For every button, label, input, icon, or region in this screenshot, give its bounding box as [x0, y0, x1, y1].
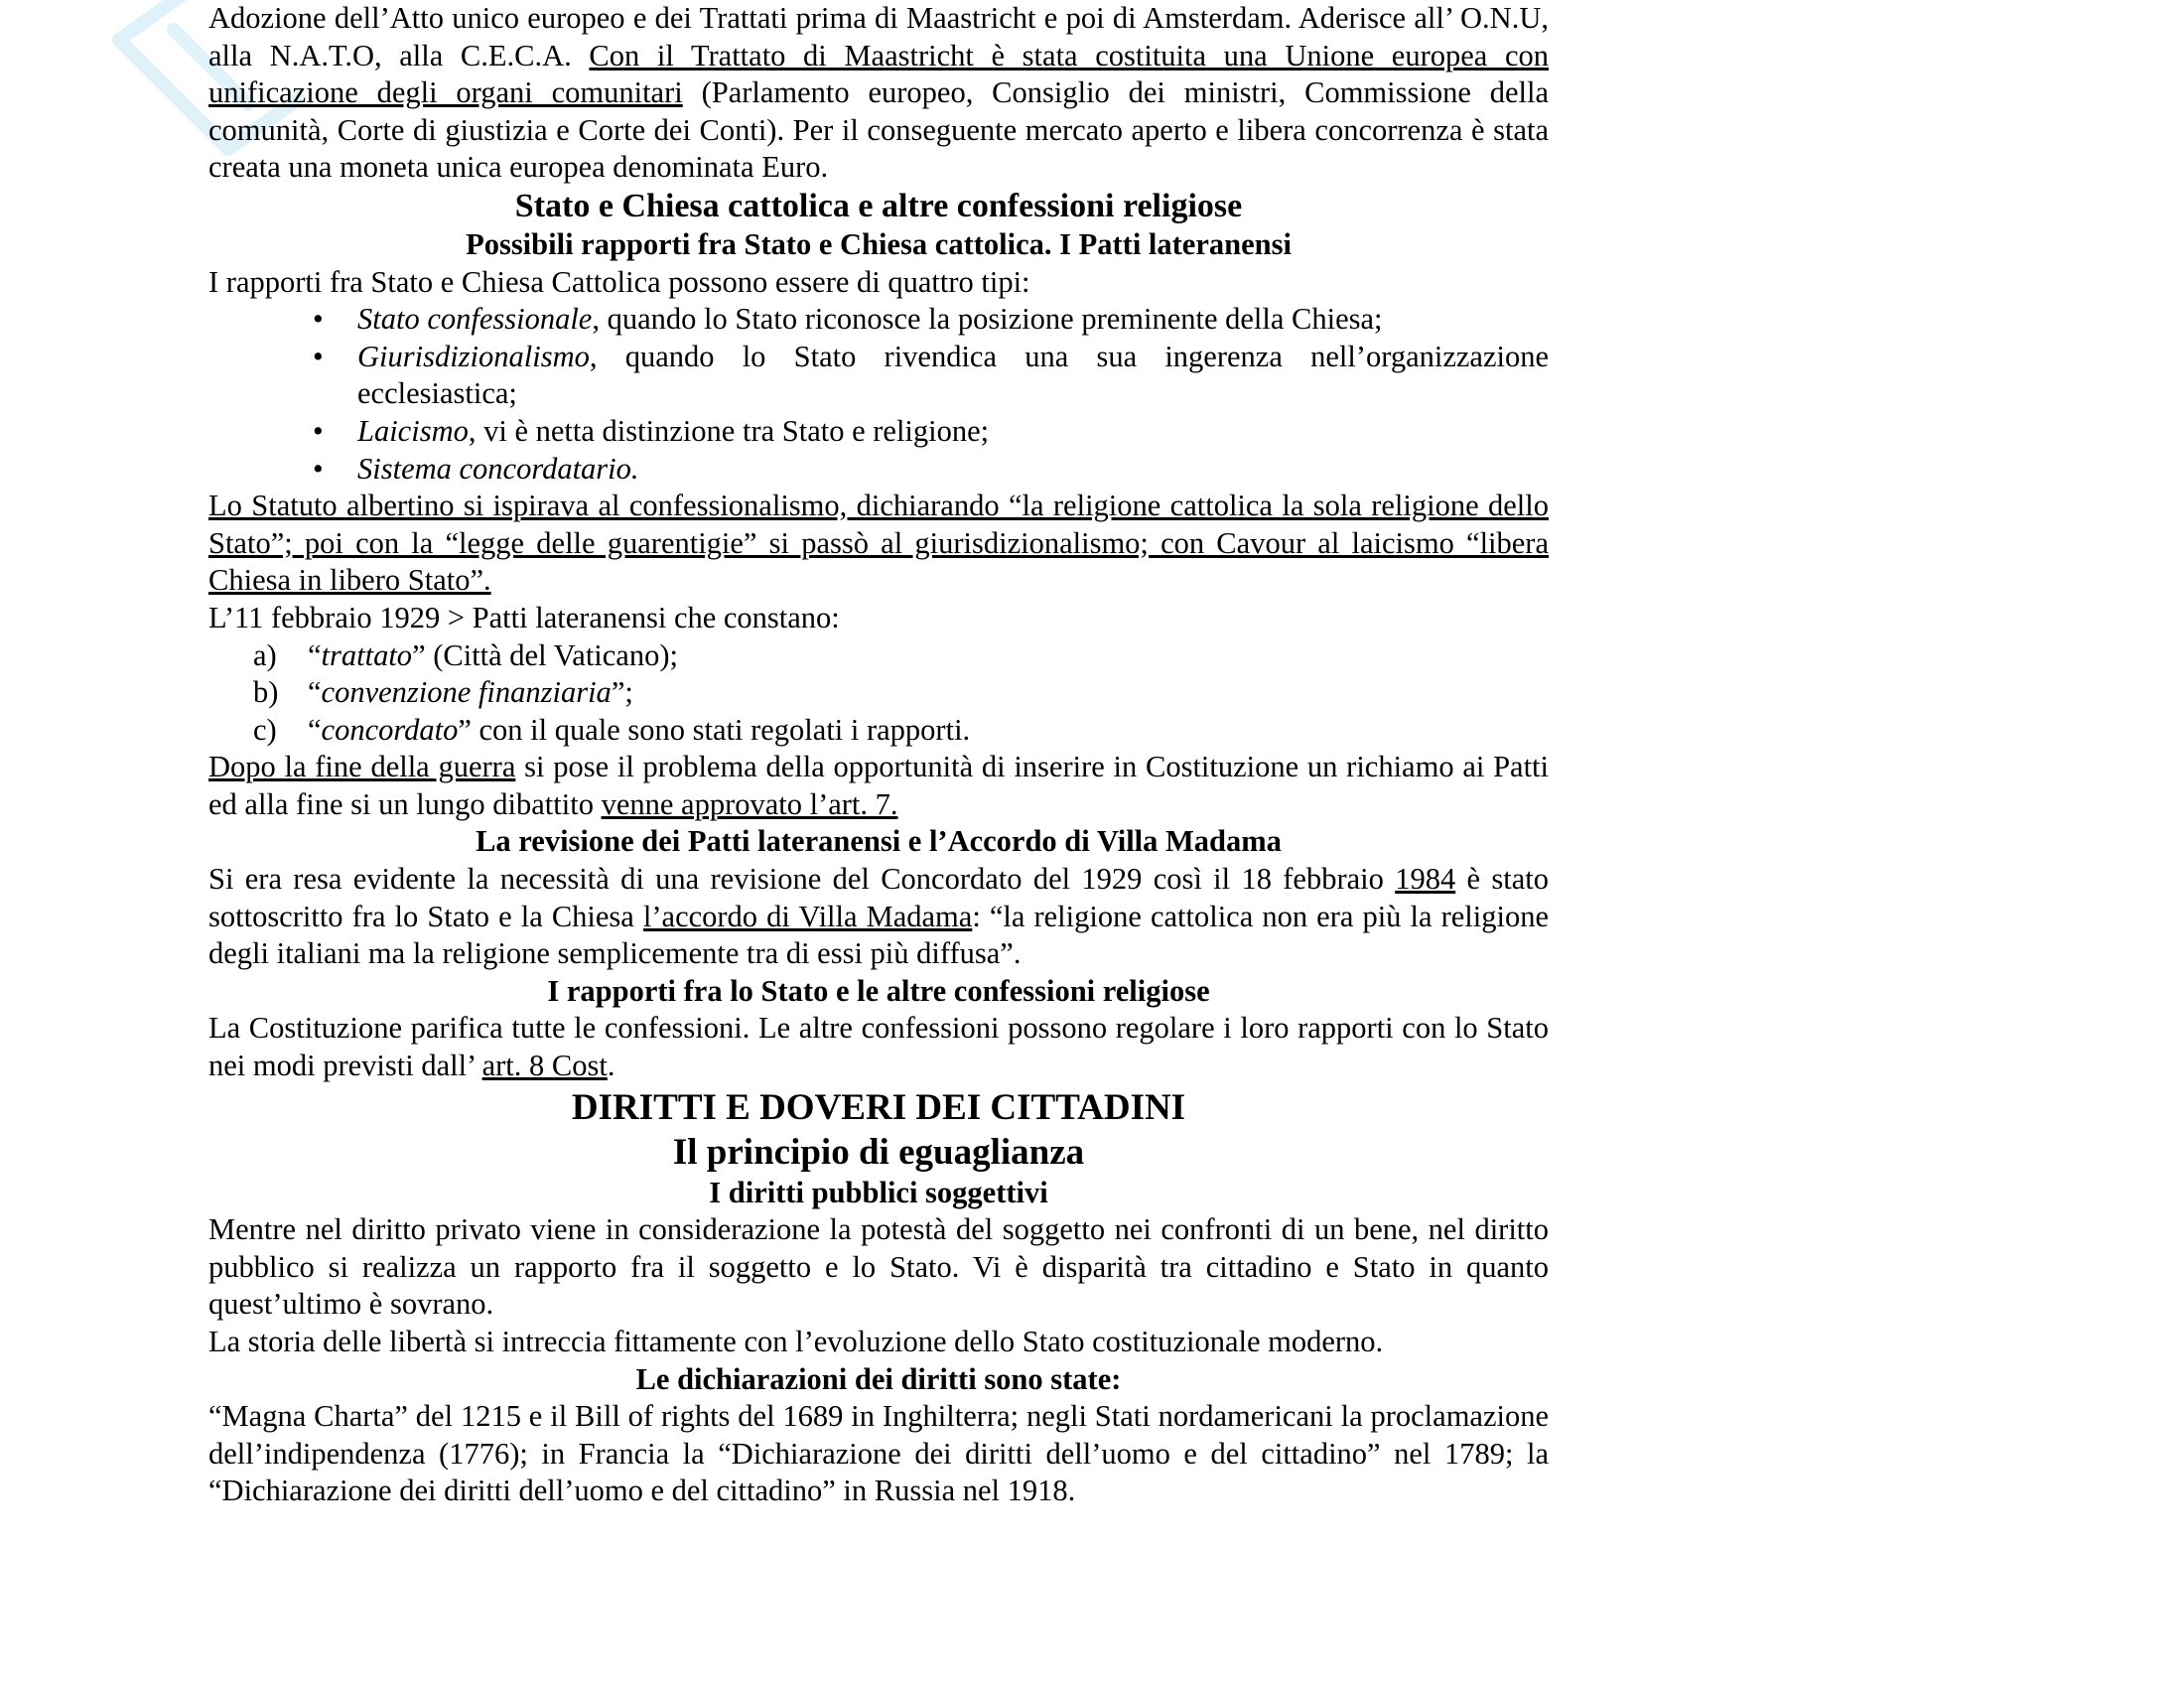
subtitle-diritti-pubblici: I diritti pubblici soggettivi: [709, 1175, 1048, 1209]
subtitle-patti-lateranensi: Possibili rapporti fra Stato e Chiesa cattolica. I Patti lateranensi: [466, 226, 1292, 261]
rapporti-lead: I rapporti fra Stato e Chiesa Cattolica possono essere di quattro tipi:: [208, 264, 1030, 299]
list-item: [357, 451, 1549, 489]
revisione-underlined-2: l’accordo di Villa Madama: [642, 899, 973, 933]
list-item: [253, 712, 1549, 750]
dopo-underlined-1: Dopo la fine della guerra: [208, 750, 516, 784]
list-item: [357, 339, 1549, 413]
revisione-text-3: : “la religione cattolica non era più la religione degli italiani ma la religione semplicemente tra di essi più diffusa”.: [208, 899, 1549, 971]
section-title-stato-chiesa: Stato e Chiesa cattolica e altre confessioni religiose: [514, 187, 1243, 224]
list-marker: c): [253, 712, 277, 747]
list-item: [357, 301, 1549, 339]
list-item-text: ” con il quale sono stati regolati i rapporti.: [458, 712, 971, 747]
intro-paragraph: [208, 0, 1549, 187]
list-item-text: , quando lo Stato rivendica una sua ingerenza nell’organizzazione ecclesiastica;: [357, 339, 1549, 411]
intro-text-1: Adozione dell’Atto unico europeo e dei Trattati prima di Maastricht e poi di Amsterdam. Aderisce all’ O.N.U, alla N.A.T.O, alla C.E.C.A.: [208, 1, 1549, 72]
diritti-paragraph-2: La storia delle libertà si intreccia fittamente con l’evoluzione dello Stato costituzionale moderno.: [208, 1325, 1384, 1358]
patti-list: [208, 637, 1549, 750]
list-item-text: , vi è netta distinzione tra Stato e religione;: [468, 413, 990, 448]
patti-lead: L’11 febbraio 1929 > Patti lateranensi che constano:: [208, 600, 840, 634]
dopo-guerra-paragraph: [208, 749, 1549, 823]
quote-open: “: [308, 637, 322, 672]
list-marker: a): [253, 637, 277, 672]
quote-open: “: [308, 712, 322, 747]
confessioni-paragraph: [208, 1010, 1549, 1084]
subtitle-eguaglianza: Il principio di eguaglianza: [672, 1131, 1085, 1173]
diritti-paragraph-1: Mentre nel diritto privato viene in considerazione la potestà del soggetto nei confronti di un bene, nel diritto pubblico si realizza un rapporto fra il soggetto e lo Stato. Vi è disparità tra cittadino e Stato in quanto quest’ultimo è sovrano.: [208, 1212, 1549, 1322]
list-item-term: Giurisdizionalismo: [357, 339, 590, 373]
confessioni-underlined: art. 8 Cost: [481, 1049, 608, 1083]
confessioni-text-1: La Costituzione parifica tutte le confessioni. Le altre confessioni possono regolare i loro rapporti con lo Stato nei modi previsti dall’: [208, 1011, 1549, 1083]
list-item-text: ”;: [611, 675, 633, 710]
list-item-text: ” (Città del Vaticano);: [412, 637, 678, 672]
intro-underlined: Con il Trattato di Maastricht è stata costituita una Unione europea con unificazione degli organi comunitari: [208, 38, 1549, 110]
revisione-text-2: è stato sottoscritto fra lo Stato e la Chiesa: [208, 862, 1549, 933]
section-title-revisione: La revisione dei Patti lateranensi e l’Accordo di Villa Madama: [476, 824, 1282, 859]
list-item-text: , quando lo Stato riconosce la posizione preminente della Chiesa;: [592, 302, 1383, 337]
list-item: [253, 674, 1549, 712]
revisione-underlined-1: 1984: [1395, 862, 1456, 897]
revisione-text-1: Si era resa evidente la necessità di una revisione del Concordato del 1929 così il 18 febbraio: [208, 862, 1396, 897]
revisione-paragraph: [208, 861, 1549, 973]
list-item-term: convenzione finanziaria: [321, 675, 612, 710]
list-item: [357, 413, 1549, 451]
confessioni-text-2: .: [607, 1049, 615, 1083]
section-title-diritti: DIRITTI E DOVERI DEI CITTADINI: [571, 1086, 1186, 1128]
list-item-term: trattato: [321, 637, 413, 672]
subtitle-dichiarazioni: Le dichiarazioni dei diritti sono state:: [635, 1361, 1122, 1396]
list-item: [253, 637, 1549, 675]
list-marker: b): [253, 675, 279, 710]
section-title-confessioni: I rapporti fra lo Stato e le altre confessioni religiose: [547, 973, 1210, 1008]
document-page: [208, 0, 1549, 1510]
dopo-underlined-2: venne approvato l’art. 7.: [601, 786, 898, 821]
dichiarazioni-paragraph: “Magna Charta” del 1215 e il Bill of rights del 1689 in Inghilterra; negli Stati nordamericani la proclamazione dell’indipendenza (1776); in Francia la “Dichiarazione dei diritti dell’uomo e del cittadino” nel 1789; la “Dichiarazione dei diritti dell’uomo e del cittadino” in Russia nel 1918.: [208, 1399, 1549, 1508]
dopo-text: si pose il problema della opportunità di inserire in Costituzione un richiamo ai Patti ed alla fine si un lungo dibattito: [208, 750, 1549, 821]
list-item-term: Sistema concordatario.: [357, 451, 639, 486]
statuto-underlined: Lo Statuto albertino si ispirava al confessionalismo, dichiarando “la religione cattolica la sola religione dello Stato”; poi con la “legge delle guarentigie” si passò al giurisdizionalismo; con Cavour al laicismo “libera Chiesa in libero Stato”.: [208, 489, 1549, 598]
list-item-term: concordato: [321, 712, 459, 747]
quote-open: “: [308, 675, 322, 710]
intro-text-2: (Parlamento europeo, Consiglio dei ministri, Commissione della comunità, Corte di giustizia e Corte dei Conti). Per il conseguente mercato aperto e libera concorrenza è stata creata una moneta unica europea denominata Euro.: [208, 75, 1549, 185]
statuto-paragraph: [208, 488, 1549, 600]
list-item-term: Stato confessionale: [357, 302, 593, 337]
list-item-term: Laicismo: [357, 413, 469, 448]
rapporti-list: [208, 301, 1549, 488]
